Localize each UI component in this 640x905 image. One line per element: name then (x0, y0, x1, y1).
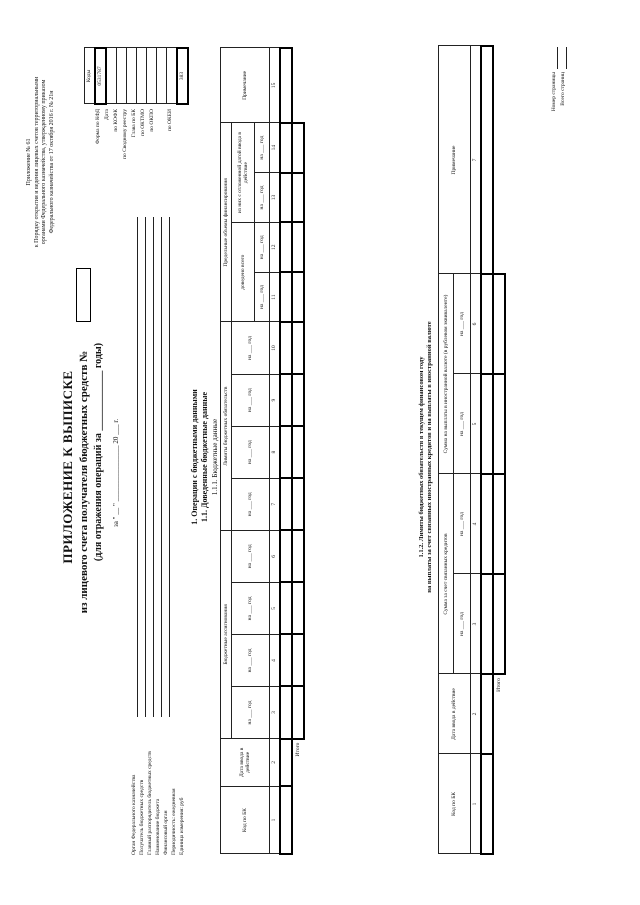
table-cell[interactable] (280, 426, 292, 478)
total-cell[interactable] (292, 272, 304, 322)
code-label: по Сводному реестру (122, 109, 128, 159)
code-label: по ОКТМО (140, 109, 146, 136)
org-labels (130, 215, 186, 855)
year-header: на ___ год (454, 374, 471, 474)
sub-total-header: доведено всего (232, 222, 255, 322)
total-cell[interactable] (292, 530, 304, 582)
limits-foreign-table (438, 45, 506, 855)
table-cell[interactable] (280, 272, 292, 322)
group-limits-header: Лимиты бюджетных обязательств (221, 322, 232, 530)
sub-of-header: из них с отложенной датой ввода в действие (232, 123, 255, 223)
col-number: 9 (270, 374, 281, 426)
year-header: на ___ год (232, 322, 270, 374)
code-okei[interactable]: 383 (177, 48, 188, 104)
col-kbk-header: Код по БК (439, 754, 471, 854)
col-number: 10 (270, 322, 281, 374)
org-label: Орган Федерального казначейства (131, 774, 137, 855)
page-title: ПРИЛОЖЕНИЕ К ВЫПИСКЕ (60, 370, 75, 564)
table-cell[interactable] (280, 322, 292, 374)
year-header: на ___ год (232, 530, 270, 582)
year-header: на ___ год (255, 123, 270, 173)
code-label: Глава по БК (131, 109, 137, 138)
total-cell[interactable] (292, 322, 304, 374)
total-cell[interactable] (292, 426, 304, 478)
rotated-form-sheet (20, 27, 620, 877)
code-registry[interactable] (127, 48, 137, 104)
year-header: на ___ год (232, 374, 270, 426)
total-cell[interactable] (493, 574, 505, 674)
total-cell[interactable] (292, 478, 304, 530)
codes-table (84, 47, 189, 105)
col-number: 4 (270, 634, 281, 686)
col-number: 13 (270, 173, 281, 223)
col-number: 5 (270, 582, 281, 634)
org-label: Наименование бюджета (155, 798, 161, 855)
period-line: (для отражения операций за ____________ годы) (93, 342, 104, 562)
table-cell[interactable] (481, 46, 493, 274)
col-number: 7 (270, 478, 281, 530)
budget-data-table (220, 47, 305, 855)
table-cell[interactable] (280, 687, 292, 739)
col-number: 2 (270, 739, 281, 787)
year-header: на ___ год (232, 687, 270, 739)
table-cell[interactable] (280, 222, 292, 272)
table-cell[interactable] (280, 173, 292, 223)
total-cell[interactable] (292, 687, 304, 739)
org-fill-line (161, 217, 162, 717)
table-cell[interactable] (280, 786, 292, 854)
total-cell[interactable] (292, 222, 304, 272)
code-blank[interactable] (167, 48, 178, 104)
year-header: на ___ год (232, 426, 270, 478)
section-112-subheading: на выплаты за счет связанных иностранных кредитов и на выплаты в иностранной валюте (426, 321, 433, 593)
code-label: Форма по КФД (95, 109, 101, 145)
table-cell[interactable] (280, 739, 292, 787)
table-cell[interactable] (280, 634, 292, 686)
page-number-field[interactable] (557, 47, 558, 69)
code-label: Дата (104, 109, 110, 120)
section-1-heading: 1. Операции с бюджетными данными (190, 389, 199, 525)
code-label: по КОФК (113, 109, 119, 132)
org-fill-line (169, 217, 170, 717)
code-kofk[interactable] (117, 48, 127, 104)
col-number: 15 (270, 48, 281, 123)
org-label: Финансовый орган (163, 810, 169, 855)
table-cell[interactable] (481, 474, 493, 574)
org-fill-line (145, 217, 146, 717)
code-label: по ОКПО (149, 109, 155, 132)
header-note-line: органами Федерального казначейства, утвержденному приказом (41, 79, 47, 245)
year-header: на ___ год (255, 173, 270, 223)
col-number: 3 (471, 574, 482, 674)
total-pages-field[interactable] (566, 47, 567, 69)
col-number: 8 (270, 426, 281, 478)
itogo-label: Итого (496, 678, 503, 692)
code-label: по ОКЕИ (167, 109, 173, 132)
blank-cell (493, 46, 505, 274)
org-label: Единица измерения: руб (179, 797, 185, 855)
header-note-line: Федерального казначейства от 17 октября 2016 г. № 21н (48, 90, 55, 234)
total-cell[interactable] (292, 582, 304, 634)
date-line: за " __ " ________________ 20 ___ г. (112, 418, 120, 527)
col-number: 3 (270, 687, 281, 739)
group-fx-header: Сумма на выплаты в иностранной валюте (в рублевом эквиваленте) (439, 274, 454, 474)
col-number: 1 (270, 786, 281, 854)
col-kbk-header: Код по БК (221, 786, 270, 854)
col-number: 14 (270, 123, 281, 173)
total-cell[interactable] (493, 474, 505, 574)
col-number: 7 (471, 46, 482, 274)
code-kfd[interactable]: 0531787 (95, 48, 106, 104)
table-cell[interactable] (481, 674, 493, 754)
col-number: 1 (471, 754, 482, 854)
table-cell[interactable] (280, 48, 292, 123)
col-number: 5 (471, 374, 482, 474)
table-cell[interactable] (481, 754, 493, 854)
section-11-heading: 1.1. Доведенные бюджетные данные (200, 391, 209, 523)
total-pages-label: Всего страниц (560, 72, 566, 106)
header-note-line: к Порядку открытия и ведения лицевых счетов территориальными (33, 76, 40, 248)
col-note-header: Примечание (439, 46, 471, 274)
total-cell[interactable] (292, 123, 304, 173)
account-number-field[interactable] (76, 268, 91, 322)
code-oktmo[interactable] (147, 48, 157, 104)
year-header: на ___ год (232, 478, 270, 530)
org-fill-line (137, 217, 138, 717)
table-cell[interactable] (481, 574, 493, 674)
total-cell[interactable] (292, 634, 304, 686)
year-header: на ___ год (255, 222, 270, 272)
table-cell[interactable] (481, 374, 493, 474)
page-number-label: Номер страницы (551, 72, 557, 112)
table-cell[interactable] (481, 274, 493, 374)
header-note (26, 47, 56, 277)
group-assign-header: Бюджетные ассигнования (221, 530, 232, 738)
blank-cell (292, 48, 304, 123)
year-header: на ___ год (232, 582, 270, 634)
group-pof-header: Предельные объемы финансирования (221, 123, 232, 322)
year-header: на ___ год (454, 274, 471, 374)
org-label: Главный распорядитель бюджетных средств (147, 751, 153, 855)
org-fill-line (153, 217, 154, 717)
code-glava[interactable] (137, 48, 147, 104)
page-subtitle: из лицевого счета получателя бюджетных средств № (78, 350, 90, 614)
table-cell[interactable] (280, 374, 292, 426)
group-credit-header: Сумма за счет связанных кредитов (439, 474, 454, 674)
org-label: Получатель бюджетных средств (139, 779, 145, 855)
year-header: на ___ год (255, 272, 270, 322)
col-date-header: Дата ввода в действие (439, 674, 471, 754)
year-header: на ___ год (454, 474, 471, 574)
col-number: 6 (270, 530, 281, 582)
total-cell[interactable] (292, 374, 304, 426)
year-header: на ___ год (232, 634, 270, 686)
table-cell[interactable] (280, 123, 292, 173)
col-number: 6 (471, 274, 482, 374)
section-111-heading: 1.1.1. Бюджетные данные (211, 418, 219, 496)
itogo-label: Итого (295, 742, 302, 757)
org-label: Периодичность: ежедневная (171, 788, 177, 855)
code-date[interactable] (106, 48, 117, 104)
codes-header: Коды (85, 48, 96, 104)
col-number: 11 (270, 272, 281, 322)
section-112-heading: 1.1.2. Лимиты бюджетных обязательств в текущем финансовом году (418, 356, 425, 558)
table-cell[interactable] (280, 530, 292, 582)
year-header: на ___ год (454, 574, 471, 674)
col-number: 12 (270, 222, 281, 272)
code-okpo[interactable] (157, 48, 167, 104)
col-number: 4 (471, 474, 482, 574)
header-note-line: Приложение № 61 (26, 138, 32, 186)
col-date-header: Дата ввода в действие (221, 739, 270, 787)
total-cell[interactable] (292, 173, 304, 223)
table-cell[interactable] (280, 478, 292, 530)
col-note-header: Примечание (221, 48, 270, 123)
total-cell[interactable] (493, 374, 505, 474)
total-cell[interactable] (493, 274, 505, 374)
col-number: 2 (471, 674, 482, 754)
table-cell[interactable] (280, 582, 292, 634)
